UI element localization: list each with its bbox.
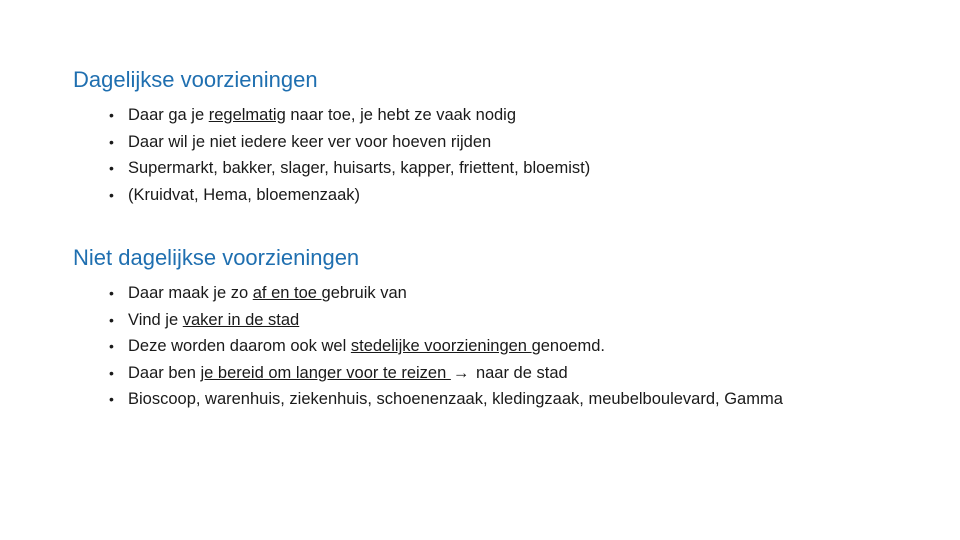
bullet-icon: •: [109, 391, 114, 407]
section-title-non-daily: Niet dagelijkse voorzieningen: [73, 245, 360, 270]
bullet-icon: •: [109, 364, 114, 381]
arrow-right-icon: →: [452, 363, 470, 382]
list-item: • Supermarkt, bakker, slager, huisarts, kapper, friettent, bloemist): [109, 155, 590, 182]
underlined-text: vaker in de stad: [182, 310, 300, 329]
bullet-icon: •: [109, 160, 114, 176]
section-title-daily: Dagelijkse voorzieningen: [73, 67, 318, 92]
underlined-text: je bereid om langer voor te reizen: [200, 363, 451, 382]
list-item: • (Kruidvat, Hema, bloemenzaak): [109, 182, 590, 209]
list-item: • Deze worden daarom ook wel stedelijke voorzieningen genoemd.: [109, 333, 783, 360]
bullet-icon: •: [109, 311, 114, 328]
bullet-list-daily: [109, 102, 590, 208]
bullet-list-non-daily: [109, 280, 783, 413]
bullet-icon: •: [109, 338, 114, 354]
list-item: • Daar ga je regelmatig naar toe, je hebt ze vaak nodig: [109, 102, 590, 129]
list-item: • Daar maak je zo af en toe gebruik van: [109, 280, 783, 307]
list-item: • Vind je vaker in de stad: [109, 307, 783, 334]
underlined-text: regelmatig: [208, 106, 286, 124]
bullet-icon: •: [109, 133, 114, 150]
list-item: • Daar ben je bereid om langer voor te reizen → naar de stad: [109, 360, 783, 387]
bullet-icon: •: [109, 107, 114, 123]
list-item: • Daar wil je niet iedere keer ver voor hoeven rijden: [109, 129, 590, 156]
list-item: • Bioscoop, warenhuis, ziekenhuis, schoenenzaak, kledingzaak, meubelboulevard, Gamma: [109, 386, 783, 413]
bullet-icon: •: [109, 285, 114, 301]
bullet-icon: •: [109, 186, 114, 203]
underlined-text: af en toe: [252, 284, 322, 302]
underlined-text: stedelijke voorzieningen: [350, 337, 532, 355]
